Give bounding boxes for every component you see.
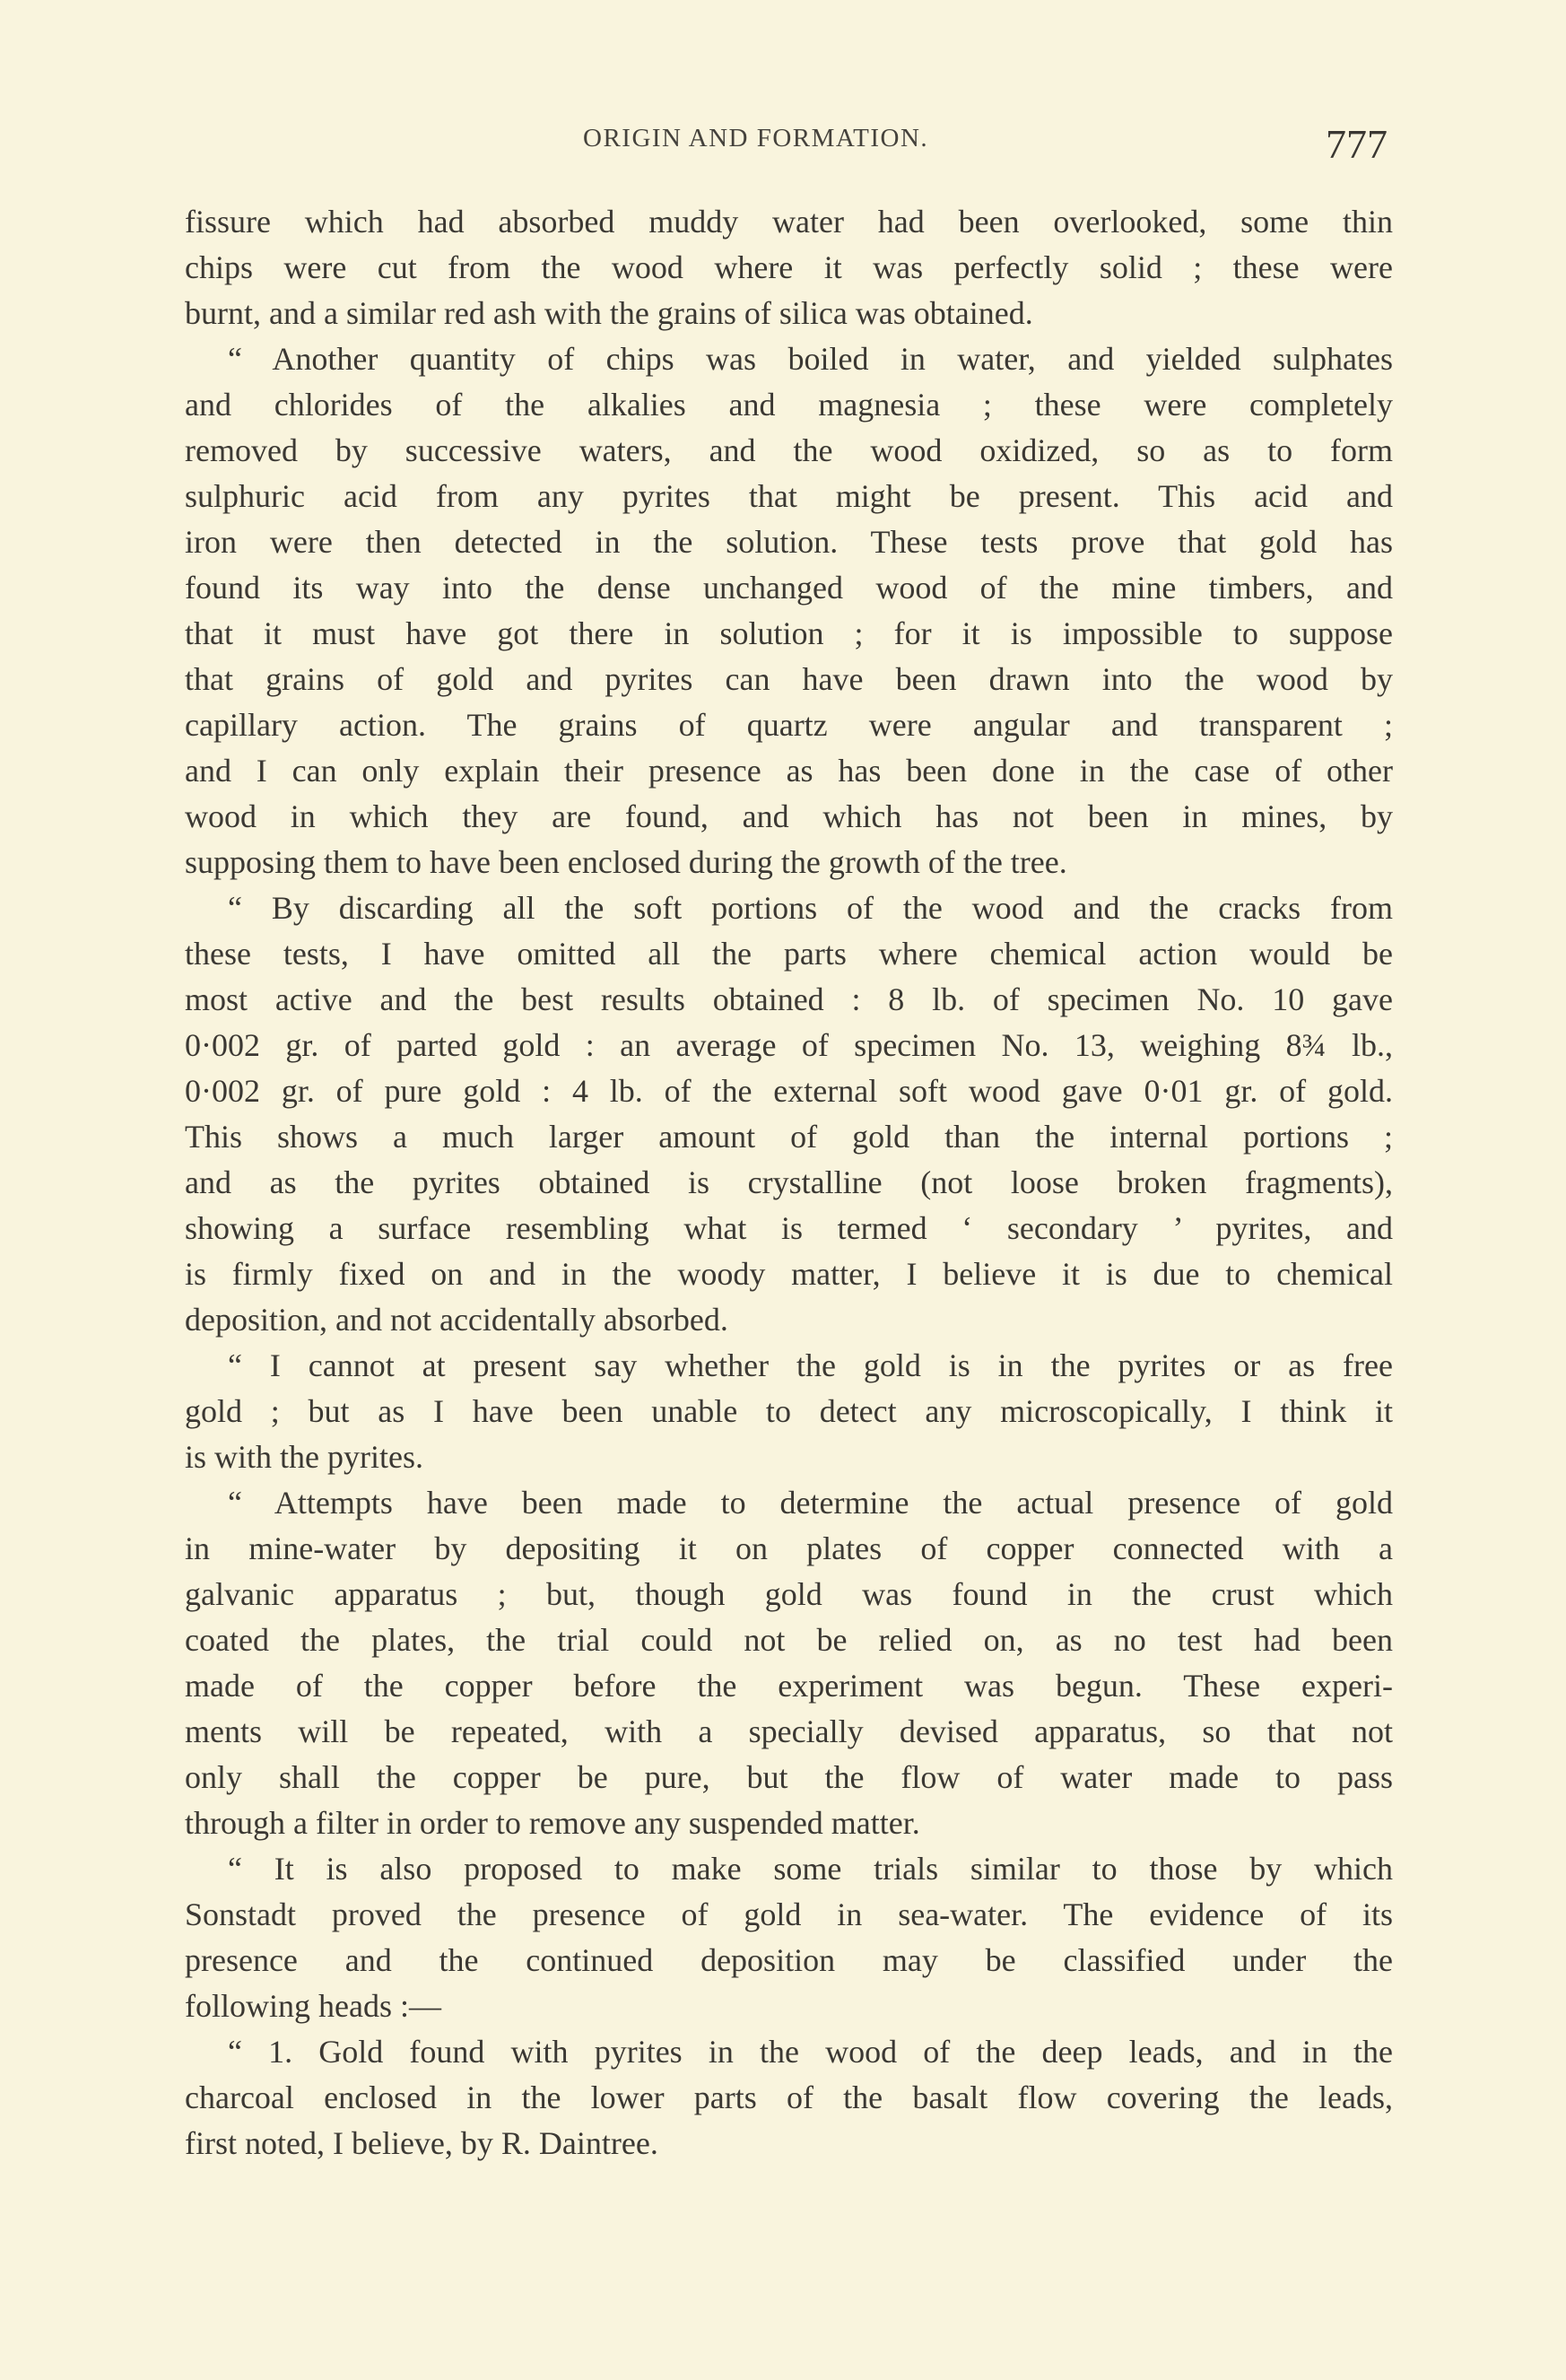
text-line: “ It is also proposed to make some trials similar to those by which	[228, 1851, 1393, 1887]
text-line: is with the pyrites.	[185, 1439, 423, 1475]
text-line: ments will be repeated, with a specially devised apparatus, so that not	[185, 1713, 1393, 1749]
text-line: that it must have got there in solution ; for it is impossible to suppose	[185, 615, 1393, 651]
text-line: these tests, I have omitted all the parts where chemical action would be	[185, 936, 1393, 972]
text-line: following heads :—	[185, 1988, 441, 2024]
paragraph	[185, 1343, 1393, 1480]
text-line: presence and the continued deposition may be classified under the	[185, 1942, 1393, 1978]
paragraph	[185, 1846, 1393, 2029]
paragraph	[185, 336, 1393, 885]
text-line: and I can only explain their presence as has been done in the case of other	[185, 753, 1393, 789]
text-line: capillary action. The grains of quartz were angular and transparent ;	[185, 707, 1393, 743]
text-line: most active and the best results obtained : 8 lb. of specimen No. 10 gave	[185, 981, 1393, 1017]
text-line: deposition, and not accidentally absorbed.	[185, 1302, 728, 1338]
text-line: only shall the copper be pure, but the flow of water made to pass	[185, 1759, 1393, 1795]
text-line: “ I cannot at present say whether the gold is in the pyrites or as free	[228, 1347, 1393, 1383]
text-line: “ 1. Gold found with pyrites in the wood of the deep leads, and in the	[228, 2034, 1393, 2070]
text-line: “ Attempts have been made to determine the actual presence of gold	[228, 1485, 1393, 1521]
text-line: burnt, and a similar red ash with the grains of silica was obtained.	[185, 295, 1033, 331]
text-line: Sonstadt proved the presence of gold in sea-water. The evidence of its	[185, 1896, 1393, 1932]
text-line: through a filter in order to remove any suspended matter.	[185, 1805, 920, 1841]
text-line: fissure which had absorbed muddy water had been overlooked, some thin	[185, 204, 1393, 240]
text-line: showing a surface resembling what is termed ‘ secondary ’ pyrites, and	[185, 1210, 1393, 1246]
text-line: that grains of gold and pyrites can have been drawn into the wood by	[185, 661, 1393, 697]
text-line: and chlorides of the alkalies and magnesia ; these were completely	[185, 387, 1393, 423]
text-line: coated the plates, the trial could not be relied on, as no test had been	[185, 1622, 1393, 1658]
text-line: supposing them to have been enclosed during the growth of the tree.	[185, 844, 1067, 880]
running-head: ORIGIN AND FORMATION.	[583, 124, 929, 153]
text-line: in mine-water by depositing it on plates of copper connected with a	[185, 1530, 1393, 1566]
text-line: “ By discarding all the soft portions of the wood and the cracks from	[228, 890, 1393, 926]
text-line: sulphuric acid from any pyrites that might be present. This acid and	[185, 478, 1393, 514]
text-line: wood in which they are found, and which has not been in mines, by	[185, 798, 1393, 834]
text-line: removed by successive waters, and the wood oxidized, so as to form	[185, 432, 1393, 468]
page-number: 777	[1326, 121, 1388, 167]
text-line: first noted, I believe, by R. Daintree.	[185, 2125, 658, 2161]
text-line: “ Another quantity of chips was boiled in water, and yielded sulphates	[228, 341, 1393, 377]
text-line: is firmly fixed on and in the woody matter, I believe it is due to chemical	[185, 1256, 1393, 1292]
text-line: found its way into the dense unchanged wood of the mine timbers, and	[185, 570, 1393, 606]
text-line: iron were then detected in the solution. These tests prove that gold has	[185, 524, 1393, 560]
text-line: and as the pyrites obtained is crystalline (not loose broken fragments),	[185, 1164, 1393, 1200]
text-line: charcoal enclosed in the lower parts of the basalt flow covering the leads,	[185, 2079, 1393, 2115]
text-line: 0·002 gr. of parted gold : an average of specimen No. 13, weighing 8¾ lb.,	[185, 1027, 1393, 1063]
text-line: chips were cut from the wood where it was perfectly solid ; these were	[185, 249, 1393, 285]
text-line: This shows a much larger amount of gold than the internal portions ;	[185, 1119, 1393, 1155]
text-line: gold ; but as I have been unable to detect any microscopically, I think it	[185, 1393, 1393, 1429]
text-line: galvanic apparatus ; but, though gold was found in the crust which	[185, 1576, 1393, 1612]
paragraph	[185, 1480, 1393, 1846]
text-line: made of the copper before the experiment was begun. These experi-	[185, 1668, 1393, 1704]
body-text	[185, 199, 1393, 2166]
text-line: 0·002 gr. of pure gold : 4 lb. of the external soft wood gave 0·01 gr. of gold.	[185, 1073, 1393, 1109]
paragraph	[185, 885, 1393, 1343]
paragraph	[185, 199, 1393, 336]
paragraph	[185, 2029, 1393, 2166]
